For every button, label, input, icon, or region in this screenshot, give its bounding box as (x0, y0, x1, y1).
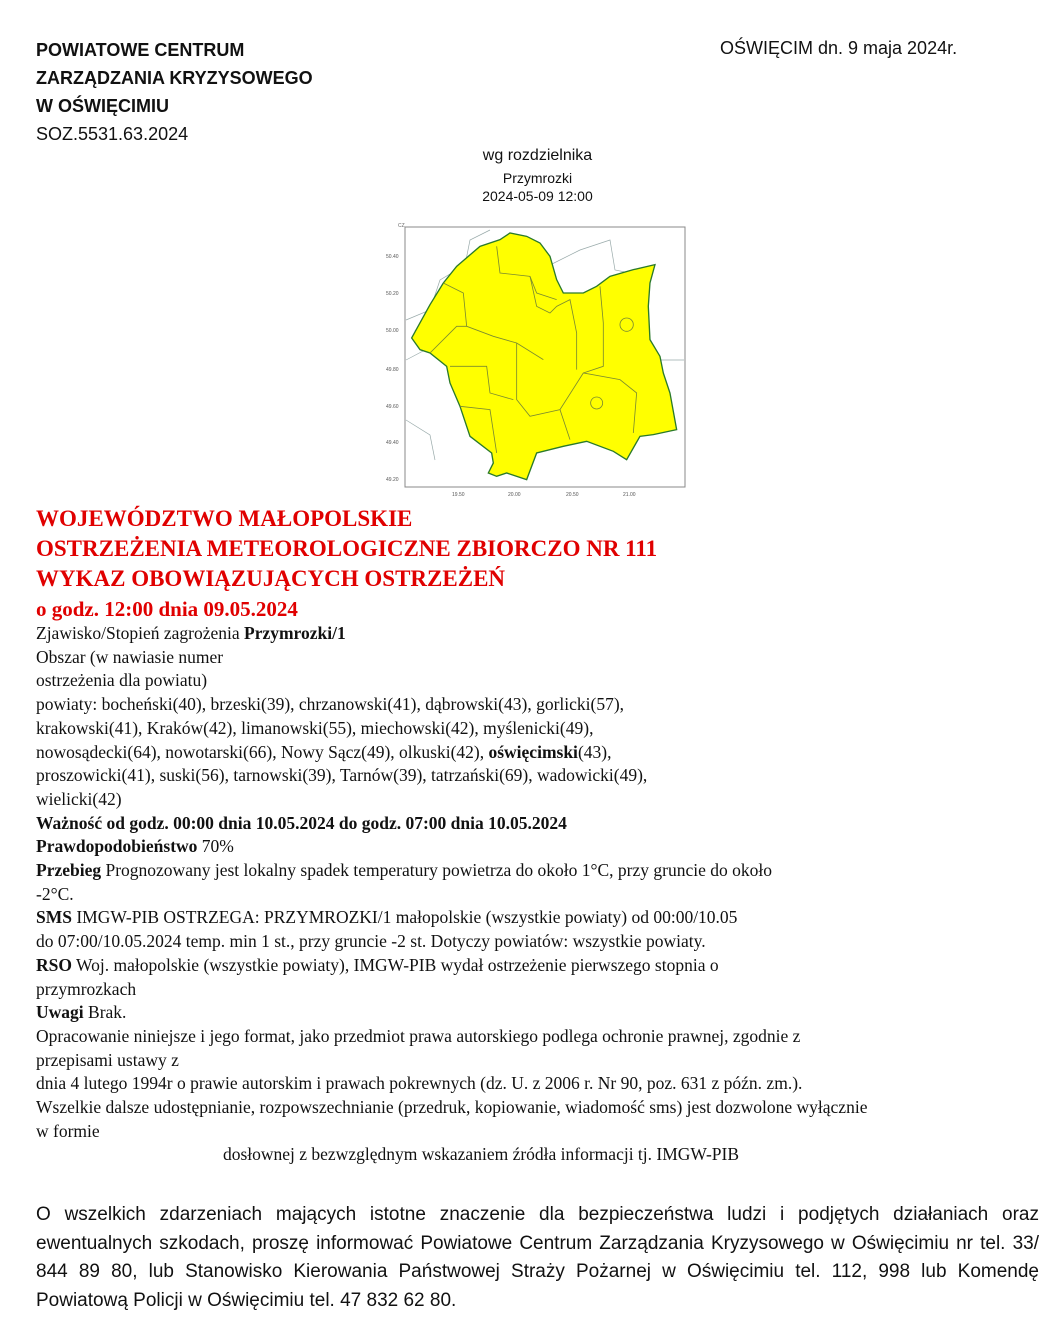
y-tick: 50.40 (386, 254, 399, 260)
counties-line: wielicki(42) (36, 788, 122, 809)
value: Przymrozki/1 (244, 623, 346, 643)
label: Zjawisko/Stopień zagrożenia (36, 623, 244, 643)
issuer-block (36, 36, 313, 148)
text-line: Obszar (w nawiasie numer (36, 646, 224, 667)
value: IMGW-PIB OSTRZEGA: PRZYMROZKI/1 małopolskie (wszystkie powiaty) od 00:00/10.05 (71, 907, 738, 928)
y-tick: 49.80 (386, 367, 399, 373)
x-tick: 19.50 (452, 492, 465, 498)
map-phenomenon: Przymrozki (502, 170, 573, 186)
y-tick: 50.00 (386, 328, 399, 334)
x-tick: 20.00 (508, 492, 521, 498)
label: Uwagi (36, 1002, 84, 1023)
phenomenon-line (36, 622, 1036, 646)
x-tick: 20.50 (566, 492, 579, 498)
text: nowosądecki(64), nowotarski(66), Nowy Sącz(49), olkuski(42), (36, 741, 489, 762)
x-tick: 21.00 (623, 492, 636, 498)
y-tick: 50.20 (386, 291, 399, 297)
value: Prognozowany jest lokalny spadek temperatury powietrza do około 1°C, przy gruncie do około (101, 860, 772, 881)
highlighted-county: oświęcimski (488, 741, 578, 762)
notes-line (36, 1001, 1036, 1025)
course-line (36, 859, 1036, 883)
value: Brak. (83, 1002, 127, 1023)
value: Woj. małopolskie (wszystkie powiaty), IMGW-PIB wydał ostrzeżenie pierwszego stopnia o (71, 954, 719, 975)
y-tick: 49.20 (386, 477, 399, 483)
issuer-line: POWIATOWE CENTRUM (36, 40, 245, 60)
title-line: WOJEWÓDZTWO MAŁOPOLSKIE (36, 506, 413, 531)
text: (43), (577, 741, 612, 762)
copyright-line: dnia 4 lutego 1994r o prawie autorskim i prawach pokrewnych (dz. U. z 2006 r. Nr 90, poz. 631 z późn. zm.). (36, 1073, 803, 1094)
title-line: o godz. 12:00 dnia 09.05.2024 (36, 597, 298, 621)
map-caption: wg rozdzielnika (482, 147, 593, 164)
label: RSO (36, 954, 72, 975)
y-tick: 49.40 (386, 440, 399, 446)
label: Prawdopodobieństwo (36, 836, 198, 857)
reference-number: SOZ.5531.63.2024 (36, 124, 189, 144)
counties-line (36, 741, 1036, 765)
copyright-line: Opracowanie niniejsze i jego format, jako przedmiot prawa autorskiego podlega ochronie prawnej, zgodnie z (36, 1025, 801, 1046)
warning-title (36, 504, 657, 624)
counties-line: proszowicki(41), suski(56), tarnowski(39), Tarnów(39), tatrzański(69), wadowicki(49), (36, 765, 648, 786)
label: SMS (36, 907, 72, 928)
text-line: ostrzeżenia dla powiatu) (36, 670, 208, 691)
copyright-line: przepisami ustawy z (36, 1049, 179, 1070)
sms-line (36, 906, 1036, 930)
counties-line: powiaty: bocheński(40), brzeski(39), chrzanowski(41), dąbrowski(43), gorlicki(57), (36, 694, 625, 715)
counties-line: krakowski(41), Kraków(42), limanowski(55), miechowski(42), myślenicki(49), (36, 717, 594, 738)
title-line: OSTRZEŻENIA METEOROLOGICZNE ZBIORCZO NR 111 (36, 536, 658, 561)
text-line: do 07:00/10.05.2024 temp. min 1 st., przy gruncie -2 st. Dotyczy powiatów: wszystkie powiaty. (36, 931, 706, 952)
probability-line (36, 835, 1036, 859)
text-line: przymrozkach (36, 978, 137, 999)
rso-line (36, 954, 1036, 978)
copyright-line: dosłownej z bezwzględnym wskazaniem źródła informacji tj. IMGW-PIB (222, 1144, 740, 1165)
copyright-line: w formie (36, 1120, 100, 1141)
y-tick: 49.60 (386, 404, 399, 410)
label: Przebieg (36, 860, 102, 881)
copyright-line: Wszelkie dalsze udostępnianie, rozpowszechnianie (przedruk, kopiowanie, wiadomość sms) jest dozwolone wyłącznie (36, 1097, 868, 1118)
footer-contact-info: O wszelkich zdarzeniach mających istotne znaczenie dla bezpieczeństwa ludzi i podjętych działaniach oraz ewentualnych szkodach, proszę informować Powiatowe Centrum Zarządzania Kryzysowego w Oświęcimiu nr tel. 33/ 844 89 80, lub Stanowisko Kierowania Państwowej Straży Pożarnej w Oświęcimiu tel. 112, 998 lub Komendę Powiatową Policji w Oświęcimiu tel. 47 832 62 80. (36, 1204, 1039, 1311)
map-corner-label: CZ (398, 223, 405, 229)
value: 70% (197, 836, 234, 857)
validity: Ważność od godz. 00:00 dnia 10.05.2024 do godz. 07:00 dnia 10.05.2024 (36, 812, 567, 833)
map-timestamp: 2024-05-09 12:00 (482, 188, 593, 204)
warning-body (36, 622, 1036, 1167)
text-line: -2°C. (36, 883, 74, 904)
warning-map (370, 220, 690, 510)
issuer-line: ZARZĄDZANIA KRYZYSOWEGO (36, 68, 313, 88)
document-date: OŚWIĘCIM dn. 9 maja 2024r. (720, 38, 958, 58)
issuer-line: W OŚWIĘCIMIU (36, 96, 169, 116)
validity-line (36, 812, 1036, 836)
title-line: WYKAZ OBOWIĄZUJĄCYCH OSTRZEŻEŃ (36, 566, 506, 591)
